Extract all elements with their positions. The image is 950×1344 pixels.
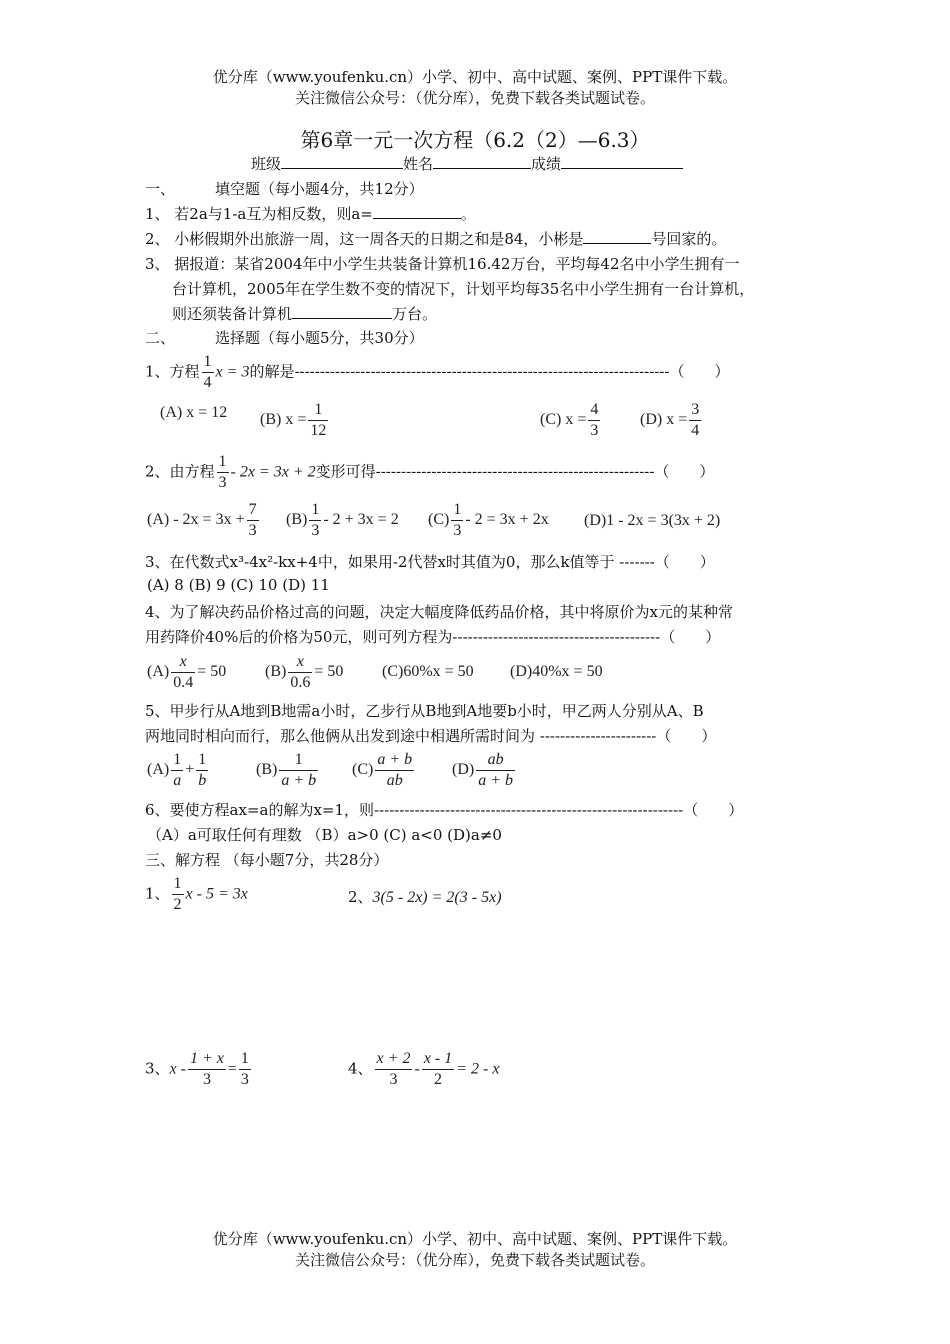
header-line-1: 优分库（www.youfenku.cn）小学、初中、高中试题、案例、PPT课件下载。 — [212, 68, 738, 86]
s2-q4-option-b[interactable]: (B) $\frac{x}{0.6}$ = 50 — [265, 653, 344, 691]
s2-q1-fraction: $\frac{1}{4}$ — [203, 353, 212, 391]
s2-q2-equation: - 2x = 3x + 2 — [230, 463, 316, 481]
s2-question-2 — [145, 452, 714, 493]
section1-heading — [145, 178, 424, 199]
s1-q3-end: 万台。 — [392, 305, 438, 323]
s2-q2-option-d[interactable]: (D)1 - 2x = 3(3x + 2) — [584, 512, 721, 529]
s2-q5-option-d[interactable]: (D) $\frac{ab}{a + b}$ — [452, 751, 514, 789]
s2-q4-line-2: 用药降价40%后的价格为50元，则可列方程为-----------------------------------------（ ） — [145, 628, 721, 646]
s3-problem-1 — [145, 874, 248, 915]
s2-q3-options[interactable]: (A) 8 (B) 9 (C) 10 (D) 11 — [147, 576, 330, 594]
name-label: 姓名 — [403, 155, 434, 173]
s1-question-1 — [145, 203, 476, 224]
s1-q1-text: 1、 若2a与1-a互为相反数，则a= — [145, 205, 373, 223]
s3-p3-pre: x - — [169, 1060, 186, 1078]
s2-q1-equation: x = 3 — [215, 363, 250, 381]
s1-question-2 — [145, 228, 726, 249]
s2-q4-option-c[interactable]: (C)60%x = 50 — [382, 663, 474, 680]
section1-title: 填空题（每小题4分，共12分） — [215, 180, 424, 198]
s1-q3-text: 则还须装备计算机 — [172, 305, 293, 323]
s2-q1-post: 的解是--------------------------------------------------------------------------（ ） — [249, 362, 730, 381]
s3-p3-equals: = — [227, 1060, 237, 1078]
s2-q6-options[interactable]: （A）a可取任何有理数 （B）a>0 (C) a<0 (D)a≠0 — [147, 826, 502, 844]
s2-q1-option-c[interactable]: (C) x = $\frac{4}{3}$ — [540, 401, 599, 439]
info-line — [251, 153, 683, 174]
s3-p3-label: 3、 — [145, 1059, 170, 1078]
s2-q1-option-d[interactable]: (D) x = $\frac{3}{4}$ — [640, 401, 700, 439]
s2-q2-fraction: $\frac{1}{3}$ — [218, 453, 227, 491]
s2-q6-text: 6、要使方程ax=a的解为x=1，则-------------------------------------------------------------（ ） — [145, 801, 744, 819]
s3-problem-2 — [348, 886, 502, 907]
section1-number: 一、 — [145, 180, 176, 198]
page-title: 第6章一元一次方程（6.2（2）—6.3） — [300, 128, 650, 152]
s3-p2-equation: 3(5 - 2x) = 2(3 - 5x) — [372, 889, 502, 906]
header-line-2: 关注微信公众号：（优分库），免费下载各类试题试卷。 — [294, 89, 655, 107]
s2-q4-option-a[interactable]: (A) $\frac{x}{0.4}$ = 50 — [147, 653, 227, 691]
s2-q5-option-c[interactable]: (C) $\frac{a + b}{ab}$ — [352, 751, 413, 789]
s3-p3-fraction-1: $\frac{1 + x}{3}$ — [189, 1050, 224, 1088]
s1-q2-blank[interactable] — [583, 229, 651, 244]
s3-p4-label: 4、 — [348, 1059, 373, 1078]
footer-line-2: 关注微信公众号：（优分库），免费下载各类试题试卷。 — [294, 1251, 655, 1269]
s2-q2-option-a[interactable]: (A) - 2x = 3x + $\frac{7}{3}$ — [147, 501, 257, 539]
score-label: 成绩 — [531, 155, 562, 173]
s2-q1-pre: 1、方程 — [145, 362, 200, 381]
s3-p4-fraction-1: $\frac{x + 2}{3}$ — [376, 1050, 411, 1088]
s3-p4-fraction-2: $\frac{x - 1}{2}$ — [423, 1050, 453, 1088]
s2-q5-line-1: 5、甲步行从A地到B地需a小时，乙步行从B地到A地要b小时，甲乙两人分别从A、B — [145, 702, 704, 720]
section2-number: 二、 — [145, 329, 176, 347]
s3-p1-equation: x - 5 = 3x — [185, 885, 248, 903]
s2-q2-option-c[interactable]: (C) $\frac{1}{3}$ - 2 = 3x + 2x — [428, 501, 549, 539]
name-blank[interactable] — [433, 154, 531, 169]
s2-q5-line-2: 两地同时相向而行，那么他俩从出发到途中相遇所需时间为 -----------------------（ ） — [145, 727, 717, 745]
s1-q3-line-2: 台计算机，2005年在学生数不变的情况下，计划平均每35名中小学生拥有一台计算机， — [172, 280, 755, 298]
s2-q2-post: 变形可得-------------------------------------------------------（ ） — [315, 462, 715, 481]
s3-problem-3 — [145, 1049, 253, 1090]
s2-q1-option-b[interactable]: (B) x = $\frac{1}{12}$ — [260, 401, 327, 439]
s1-q2-text: 2、 小彬假期外出旅游一周，这一周各天的日期之和是84，小彬是 — [145, 230, 584, 248]
s1-q1-end: 。 — [460, 205, 476, 223]
s2-q4-line-1: 4、为了解决药品价格过高的问题，决定大幅度降低药品价格，其中将原价为x元的某种常 — [145, 603, 734, 621]
s1-q3-line-1: 3、 据报道：某省2004年中小学生共装备计算机16.42万台，平均每42名中小学生拥有一 — [145, 255, 740, 273]
class-blank[interactable] — [281, 154, 403, 169]
s3-p4-post: = 2 - x — [456, 1060, 500, 1078]
s2-question-1 — [145, 352, 730, 393]
s3-p1-fraction: $\frac{1}{2}$ — [173, 875, 182, 913]
s2-q5-option-b[interactable]: (B) $\frac{1}{a + b}$ — [256, 751, 317, 789]
s2-q4-option-d[interactable]: (D)40%x = 50 — [510, 663, 603, 680]
footer-line-1: 优分库（www.youfenku.cn）小学、初中、高中试题、案例、PPT课件下载。 — [212, 1230, 738, 1248]
class-label: 班级 — [251, 155, 282, 173]
s2-q3-text: 3、在代数式x³-4x²-kx+4中，如果用-2代替x时其值为0，那么k值等于 -------（ ） — [145, 553, 715, 571]
s3-problem-4 — [348, 1049, 499, 1090]
s3-p1-label: 1、 — [145, 884, 170, 903]
s3-p3-fraction-2: $\frac{1}{3}$ — [240, 1050, 249, 1088]
section2-title: 选择题（每小题5分，共30分） — [215, 329, 424, 347]
section3-heading: 三、解方程 （每小题7分，共28分） — [145, 851, 389, 869]
s1-q3-line-3 — [172, 303, 437, 324]
s1-q1-blank[interactable] — [373, 204, 461, 219]
s3-p2-label: 2、 — [348, 888, 373, 906]
s1-q3-blank[interactable] — [292, 304, 392, 319]
s3-p4-minus: - — [414, 1060, 420, 1078]
s2-q2-pre: 2、由方程 — [145, 462, 215, 481]
s1-q2-end: 号回家的。 — [651, 230, 727, 248]
s2-q1-option-a[interactable]: (A) x = 12 — [160, 404, 228, 421]
section2-heading — [145, 327, 424, 348]
score-blank[interactable] — [561, 154, 683, 169]
s2-q5-option-a[interactable]: (A) $\frac{1}{a}$ + $\frac{1}{b}$ — [147, 751, 207, 789]
s2-q2-option-b[interactable]: (B) $\frac{1}{3}$ - 2 + 3x = 2 — [286, 501, 399, 539]
